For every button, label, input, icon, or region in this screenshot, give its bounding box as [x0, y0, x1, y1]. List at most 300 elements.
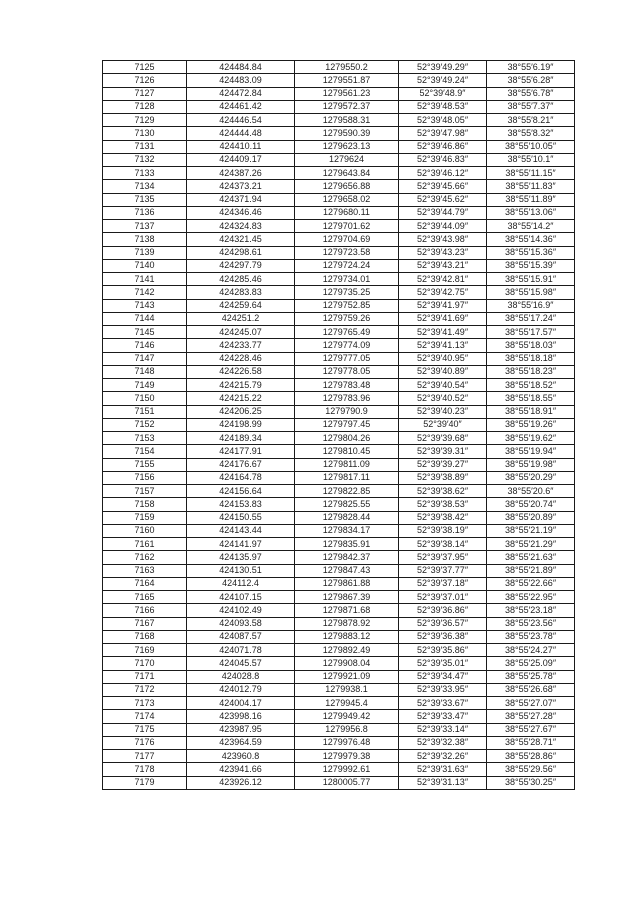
- longitude-cell: 38°55′23.18″: [487, 604, 575, 617]
- table-row: [103, 61, 575, 74]
- table-row: [103, 538, 575, 551]
- y-coordinate-cell: 1279658.02: [295, 193, 399, 206]
- table-row: [103, 683, 575, 696]
- point-number-cell: 7169: [103, 644, 187, 657]
- y-coordinate-cell: 1279701.62: [295, 220, 399, 233]
- latitude-cell: 52°39′38.89″: [399, 471, 487, 484]
- point-number-cell: 7142: [103, 286, 187, 299]
- latitude-cell: 52°39′37.77″: [399, 564, 487, 577]
- latitude-cell: 52°39′36.57″: [399, 617, 487, 630]
- latitude-cell: 52°39′35.01″: [399, 657, 487, 670]
- longitude-cell: 38°55′22.95″: [487, 591, 575, 604]
- table-row: [103, 206, 575, 219]
- y-coordinate-cell: 1279867.39: [295, 591, 399, 604]
- point-number-cell: 7168: [103, 630, 187, 643]
- point-number-cell: 7150: [103, 392, 187, 405]
- table-row: [103, 339, 575, 352]
- table-row: [103, 193, 575, 206]
- point-number-cell: 7162: [103, 551, 187, 564]
- x-coordinate-cell: 424012.79: [187, 683, 295, 696]
- table-row: [103, 498, 575, 511]
- x-coordinate-cell: 424164.78: [187, 471, 295, 484]
- longitude-cell: 38°55′7.37″: [487, 100, 575, 113]
- point-number-cell: 7137: [103, 220, 187, 233]
- x-coordinate-cell: 424373.21: [187, 180, 295, 193]
- latitude-cell: 52°39′33.14″: [399, 723, 487, 736]
- x-coordinate-cell: 424215.79: [187, 379, 295, 392]
- x-coordinate-cell: 424283.83: [187, 286, 295, 299]
- x-coordinate-cell: 423998.16: [187, 710, 295, 723]
- x-coordinate-cell: 424087.57: [187, 630, 295, 643]
- latitude-cell: 52°39′44.09″: [399, 220, 487, 233]
- y-coordinate-cell: 1279992.61: [295, 763, 399, 776]
- latitude-cell: 52°39′32.38″: [399, 736, 487, 749]
- latitude-cell: 52°39′46.12″: [399, 167, 487, 180]
- x-coordinate-cell: 423964.59: [187, 736, 295, 749]
- y-coordinate-cell: 1279842.37: [295, 551, 399, 564]
- table-row: [103, 379, 575, 392]
- latitude-cell: 52°39′45.62″: [399, 193, 487, 206]
- y-coordinate-cell: 1279551.87: [295, 74, 399, 87]
- y-coordinate-cell: 1279817.11: [295, 471, 399, 484]
- latitude-cell: 52°39′41.13″: [399, 339, 487, 352]
- longitude-cell: 38°55′18.91″: [487, 405, 575, 418]
- x-coordinate-cell: 424107.15: [187, 591, 295, 604]
- x-coordinate-cell: 424189.34: [187, 432, 295, 445]
- point-number-cell: 7136: [103, 206, 187, 219]
- x-coordinate-cell: 424215.22: [187, 392, 295, 405]
- point-number-cell: 7170: [103, 657, 187, 670]
- longitude-cell: 38°55′11.89″: [487, 193, 575, 206]
- x-coordinate-cell: 424028.8: [187, 670, 295, 683]
- table-row: [103, 74, 575, 87]
- point-number-cell: 7157: [103, 485, 187, 498]
- table-row: [103, 432, 575, 445]
- table-row: [103, 604, 575, 617]
- x-coordinate-cell: 424177.91: [187, 445, 295, 458]
- y-coordinate-cell: 1279822.85: [295, 485, 399, 498]
- latitude-cell: 52°39′40.23″: [399, 405, 487, 418]
- table-row: [103, 763, 575, 776]
- y-coordinate-cell: 1279825.55: [295, 498, 399, 511]
- latitude-cell: 52°39′37.95″: [399, 551, 487, 564]
- table-row: [103, 220, 575, 233]
- longitude-cell: 38°55′11.83″: [487, 180, 575, 193]
- point-number-cell: 7145: [103, 326, 187, 339]
- longitude-cell: 38°55′13.06″: [487, 206, 575, 219]
- y-coordinate-cell: 1279777.05: [295, 352, 399, 365]
- latitude-cell: 52°39′40″: [399, 418, 487, 431]
- y-coordinate-cell: 1279550.2: [295, 61, 399, 74]
- table-row: [103, 471, 575, 484]
- latitude-cell: 52°39′39.68″: [399, 432, 487, 445]
- longitude-cell: 38°55′6.28″: [487, 74, 575, 87]
- longitude-cell: 38°55′19.94″: [487, 445, 575, 458]
- y-coordinate-cell: 1279765.49: [295, 326, 399, 339]
- latitude-cell: 52°39′31.63″: [399, 763, 487, 776]
- longitude-cell: 38°55′27.67″: [487, 723, 575, 736]
- x-coordinate-cell: 424446.54: [187, 114, 295, 127]
- x-coordinate-cell: 424410.11: [187, 140, 295, 153]
- y-coordinate-cell: 1279778.05: [295, 365, 399, 378]
- latitude-cell: 52°39′45.66″: [399, 180, 487, 193]
- x-coordinate-cell: 424285.46: [187, 273, 295, 286]
- latitude-cell: 52°39′33.67″: [399, 697, 487, 710]
- y-coordinate-cell: 1279811.09: [295, 458, 399, 471]
- x-coordinate-cell: 424251.2: [187, 312, 295, 325]
- point-number-cell: 7178: [103, 763, 187, 776]
- latitude-cell: 52°39′44.79″: [399, 206, 487, 219]
- latitude-cell: 52°39′49.24″: [399, 74, 487, 87]
- latitude-cell: 52°39′47.98″: [399, 127, 487, 140]
- table-row: [103, 114, 575, 127]
- table-row: [103, 286, 575, 299]
- longitude-cell: 38°55′6.78″: [487, 87, 575, 100]
- longitude-cell: 38°55′23.78″: [487, 630, 575, 643]
- x-coordinate-cell: 424259.64: [187, 299, 295, 312]
- longitude-cell: 38°55′16.9″: [487, 299, 575, 312]
- longitude-cell: 38°55′18.03″: [487, 339, 575, 352]
- point-number-cell: 7155: [103, 458, 187, 471]
- latitude-cell: 52°39′39.31″: [399, 445, 487, 458]
- latitude-cell: 52°39′38.14″: [399, 538, 487, 551]
- y-coordinate-cell: 1279810.45: [295, 445, 399, 458]
- y-coordinate-cell: 1279956.8: [295, 723, 399, 736]
- longitude-cell: 38°55′11.15″: [487, 167, 575, 180]
- latitude-cell: 52°39′40.52″: [399, 392, 487, 405]
- point-number-cell: 7179: [103, 776, 187, 789]
- point-number-cell: 7146: [103, 339, 187, 352]
- latitude-cell: 52°39′48.05″: [399, 114, 487, 127]
- x-coordinate-cell: 424461.42: [187, 100, 295, 113]
- y-coordinate-cell: 1279834.17: [295, 524, 399, 537]
- longitude-cell: 38°55′30.25″: [487, 776, 575, 789]
- point-number-cell: 7173: [103, 697, 187, 710]
- point-number-cell: 7140: [103, 259, 187, 272]
- point-number-cell: 7129: [103, 114, 187, 127]
- longitude-cell: 38°55′21.63″: [487, 551, 575, 564]
- x-coordinate-cell: 424298.61: [187, 246, 295, 259]
- longitude-cell: 38°55′8.32″: [487, 127, 575, 140]
- longitude-cell: 38°55′20.6″: [487, 485, 575, 498]
- x-coordinate-cell: 424483.09: [187, 74, 295, 87]
- x-coordinate-cell: 424226.58: [187, 365, 295, 378]
- y-coordinate-cell: 1279783.96: [295, 392, 399, 405]
- y-coordinate-cell: 1279921.09: [295, 670, 399, 683]
- latitude-cell: 52°39′43.23″: [399, 246, 487, 259]
- x-coordinate-cell: 424233.77: [187, 339, 295, 352]
- longitude-cell: 38°55′17.24″: [487, 312, 575, 325]
- y-coordinate-cell: 1279752.85: [295, 299, 399, 312]
- table-row: [103, 180, 575, 193]
- longitude-cell: 38°55′15.91″: [487, 273, 575, 286]
- table-row: [103, 87, 575, 100]
- point-number-cell: 7130: [103, 127, 187, 140]
- table-row: [103, 167, 575, 180]
- table-row: [103, 326, 575, 339]
- latitude-cell: 52°39′40.54″: [399, 379, 487, 392]
- y-coordinate-cell: 1279704.69: [295, 233, 399, 246]
- latitude-cell: 52°39′38.53″: [399, 498, 487, 511]
- longitude-cell: 38°55′17.57″: [487, 326, 575, 339]
- longitude-cell: 38°55′19.62″: [487, 432, 575, 445]
- table-row: [103, 445, 575, 458]
- x-coordinate-cell: 424135.97: [187, 551, 295, 564]
- table-row: [103, 365, 575, 378]
- point-number-cell: 7131: [103, 140, 187, 153]
- table-row: [103, 392, 575, 405]
- y-coordinate-cell: 1279590.39: [295, 127, 399, 140]
- y-coordinate-cell: 1279847.43: [295, 564, 399, 577]
- latitude-cell: 52°39′33.47″: [399, 710, 487, 723]
- table-row: [103, 697, 575, 710]
- longitude-cell: 38°55′19.26″: [487, 418, 575, 431]
- point-number-cell: 7163: [103, 564, 187, 577]
- point-number-cell: 7148: [103, 365, 187, 378]
- y-coordinate-cell: 1279790.9: [295, 405, 399, 418]
- point-number-cell: 7152: [103, 418, 187, 431]
- table-row: [103, 458, 575, 471]
- point-number-cell: 7174: [103, 710, 187, 723]
- table-row: [103, 710, 575, 723]
- longitude-cell: 38°55′18.23″: [487, 365, 575, 378]
- x-coordinate-cell: 424141.97: [187, 538, 295, 551]
- point-number-cell: 7127: [103, 87, 187, 100]
- y-coordinate-cell: 1279883.12: [295, 630, 399, 643]
- longitude-cell: 38°55′29.56″: [487, 763, 575, 776]
- y-coordinate-cell: 1279735.25: [295, 286, 399, 299]
- point-number-cell: 7161: [103, 538, 187, 551]
- table-row: [103, 657, 575, 670]
- x-coordinate-cell: 424206.25: [187, 405, 295, 418]
- x-coordinate-cell: 424004.17: [187, 697, 295, 710]
- point-number-cell: 7151: [103, 405, 187, 418]
- y-coordinate-cell: 1279561.23: [295, 87, 399, 100]
- longitude-cell: 38°55′20.74″: [487, 498, 575, 511]
- y-coordinate-cell: 1279938.1: [295, 683, 399, 696]
- table-row: [103, 127, 575, 140]
- point-number-cell: 7177: [103, 750, 187, 763]
- table-row: [103, 259, 575, 272]
- latitude-cell: 52°39′38.19″: [399, 524, 487, 537]
- longitude-cell: 38°55′20.29″: [487, 471, 575, 484]
- latitude-cell: 52°39′36.86″: [399, 604, 487, 617]
- point-number-cell: 7164: [103, 577, 187, 590]
- x-coordinate-cell: 424150.55: [187, 511, 295, 524]
- table-row: [103, 750, 575, 763]
- latitude-cell: 52°39′35.86″: [399, 644, 487, 657]
- table-row: [103, 564, 575, 577]
- table-row: [103, 670, 575, 683]
- x-coordinate-cell: 423926.12: [187, 776, 295, 789]
- y-coordinate-cell: 1279774.09: [295, 339, 399, 352]
- point-number-cell: 7175: [103, 723, 187, 736]
- longitude-cell: 38°55′8.21″: [487, 114, 575, 127]
- point-number-cell: 7165: [103, 591, 187, 604]
- point-number-cell: 7167: [103, 617, 187, 630]
- y-coordinate-cell: 1279908.04: [295, 657, 399, 670]
- x-coordinate-cell: 423941.66: [187, 763, 295, 776]
- x-coordinate-cell: 424346.46: [187, 206, 295, 219]
- point-number-cell: 7132: [103, 153, 187, 166]
- y-coordinate-cell: 1279572.37: [295, 100, 399, 113]
- y-coordinate-cell: 1279623.13: [295, 140, 399, 153]
- longitude-cell: 38°55′28.71″: [487, 736, 575, 749]
- table-row: [103, 299, 575, 312]
- table-row: [103, 246, 575, 259]
- x-coordinate-cell: 424444.48: [187, 127, 295, 140]
- x-coordinate-cell: 424156.64: [187, 485, 295, 498]
- table-row: [103, 736, 575, 749]
- longitude-cell: 38°55′25.78″: [487, 670, 575, 683]
- longitude-cell: 38°55′21.89″: [487, 564, 575, 577]
- table-row: [103, 100, 575, 113]
- table-row: [103, 405, 575, 418]
- point-number-cell: 7156: [103, 471, 187, 484]
- latitude-cell: 52°39′43.21″: [399, 259, 487, 272]
- latitude-cell: 52°39′40.89″: [399, 365, 487, 378]
- point-number-cell: 7144: [103, 312, 187, 325]
- longitude-cell: 38°55′27.07″: [487, 697, 575, 710]
- x-coordinate-cell: 424324.83: [187, 220, 295, 233]
- latitude-cell: 52°39′36.38″: [399, 630, 487, 643]
- point-number-cell: 7171: [103, 670, 187, 683]
- latitude-cell: 52°39′37.01″: [399, 591, 487, 604]
- table-row: [103, 524, 575, 537]
- latitude-cell: 52°39′49.29″: [399, 61, 487, 74]
- latitude-cell: 52°39′40.95″: [399, 352, 487, 365]
- y-coordinate-cell: 1279892.49: [295, 644, 399, 657]
- longitude-cell: 38°55′18.18″: [487, 352, 575, 365]
- x-coordinate-cell: 424409.17: [187, 153, 295, 166]
- x-coordinate-cell: 424093.58: [187, 617, 295, 630]
- y-coordinate-cell: 1279871.68: [295, 604, 399, 617]
- x-coordinate-cell: 424297.79: [187, 259, 295, 272]
- table-row: [103, 418, 575, 431]
- y-coordinate-cell: 1279804.26: [295, 432, 399, 445]
- longitude-cell: 38°55′15.39″: [487, 259, 575, 272]
- table-row: [103, 776, 575, 789]
- longitude-cell: 38°55′15.98″: [487, 286, 575, 299]
- latitude-cell: 52°39′46.83″: [399, 153, 487, 166]
- latitude-cell: 52°39′37.18″: [399, 577, 487, 590]
- coordinate-table-container: [102, 60, 575, 790]
- table-row: [103, 617, 575, 630]
- latitude-cell: 52°39′32.26″: [399, 750, 487, 763]
- point-number-cell: 7138: [103, 233, 187, 246]
- table-row: [103, 312, 575, 325]
- latitude-cell: 52°39′39.27″: [399, 458, 487, 471]
- longitude-cell: 38°55′14.36″: [487, 233, 575, 246]
- table-row: [103, 140, 575, 153]
- y-coordinate-cell: 1279797.45: [295, 418, 399, 431]
- table-row: [103, 577, 575, 590]
- y-coordinate-cell: 1279949.42: [295, 710, 399, 723]
- point-number-cell: 7159: [103, 511, 187, 524]
- latitude-cell: 52°39′41.69″: [399, 312, 487, 325]
- point-number-cell: 7125: [103, 61, 187, 74]
- x-coordinate-cell: 423987.95: [187, 723, 295, 736]
- longitude-cell: 38°55′22.66″: [487, 577, 575, 590]
- point-number-cell: 7158: [103, 498, 187, 511]
- y-coordinate-cell: 1279723.58: [295, 246, 399, 259]
- table-row: [103, 511, 575, 524]
- x-coordinate-cell: 424371.94: [187, 193, 295, 206]
- latitude-cell: 52°39′38.42″: [399, 511, 487, 524]
- x-coordinate-cell: 424112.4: [187, 577, 295, 590]
- longitude-cell: 38°55′6.19″: [487, 61, 575, 74]
- longitude-cell: 38°55′19.98″: [487, 458, 575, 471]
- longitude-cell: 38°55′18.52″: [487, 379, 575, 392]
- x-coordinate-cell: 424071.78: [187, 644, 295, 657]
- x-coordinate-cell: 424102.49: [187, 604, 295, 617]
- longitude-cell: 38°55′20.89″: [487, 511, 575, 524]
- coordinate-table: [102, 60, 575, 790]
- longitude-cell: 38°55′21.29″: [487, 538, 575, 551]
- coordinate-table-body: [103, 61, 575, 790]
- latitude-cell: 52°39′33.95″: [399, 683, 487, 696]
- latitude-cell: 52°39′31.13″: [399, 776, 487, 789]
- y-coordinate-cell: 1279835.91: [295, 538, 399, 551]
- latitude-cell: 52°39′34.47″: [399, 670, 487, 683]
- longitude-cell: 38°55′23.56″: [487, 617, 575, 630]
- point-number-cell: 7128: [103, 100, 187, 113]
- latitude-cell: 52°39′38.62″: [399, 485, 487, 498]
- point-number-cell: 7134: [103, 180, 187, 193]
- y-coordinate-cell: 1279680.11: [295, 206, 399, 219]
- longitude-cell: 38°55′14.2″: [487, 220, 575, 233]
- longitude-cell: 38°55′21.19″: [487, 524, 575, 537]
- x-coordinate-cell: 424176.67: [187, 458, 295, 471]
- point-number-cell: 7160: [103, 524, 187, 537]
- point-number-cell: 7166: [103, 604, 187, 617]
- y-coordinate-cell: 1279783.48: [295, 379, 399, 392]
- point-number-cell: 7147: [103, 352, 187, 365]
- x-coordinate-cell: 424321.45: [187, 233, 295, 246]
- latitude-cell: 52°39′48.53″: [399, 100, 487, 113]
- point-number-cell: 7172: [103, 683, 187, 696]
- y-coordinate-cell: 1279861.88: [295, 577, 399, 590]
- longitude-cell: 38°55′24.27″: [487, 644, 575, 657]
- point-number-cell: 7141: [103, 273, 187, 286]
- x-coordinate-cell: 423960.8: [187, 750, 295, 763]
- latitude-cell: 52°39′42.75″: [399, 286, 487, 299]
- table-row: [103, 153, 575, 166]
- x-coordinate-cell: 424130.51: [187, 564, 295, 577]
- x-coordinate-cell: 424387.26: [187, 167, 295, 180]
- y-coordinate-cell: 1279979.38: [295, 750, 399, 763]
- longitude-cell: 38°55′18.55″: [487, 392, 575, 405]
- longitude-cell: 38°55′28.86″: [487, 750, 575, 763]
- latitude-cell: 52°39′41.49″: [399, 326, 487, 339]
- point-number-cell: 7135: [103, 193, 187, 206]
- x-coordinate-cell: 424198.99: [187, 418, 295, 431]
- longitude-cell: 38°55′15.36″: [487, 246, 575, 259]
- point-number-cell: 7154: [103, 445, 187, 458]
- latitude-cell: 52°39′46.86″: [399, 140, 487, 153]
- table-row: [103, 485, 575, 498]
- y-coordinate-cell: 1280005.77: [295, 776, 399, 789]
- latitude-cell: 52°39′48.9″: [399, 87, 487, 100]
- x-coordinate-cell: 424153.83: [187, 498, 295, 511]
- y-coordinate-cell: 1279624: [295, 153, 399, 166]
- longitude-cell: 38°55′10.1″: [487, 153, 575, 166]
- y-coordinate-cell: 1279734.01: [295, 273, 399, 286]
- y-coordinate-cell: 1279759.26: [295, 312, 399, 325]
- y-coordinate-cell: 1279878.92: [295, 617, 399, 630]
- table-row: [103, 723, 575, 736]
- x-coordinate-cell: 424245.07: [187, 326, 295, 339]
